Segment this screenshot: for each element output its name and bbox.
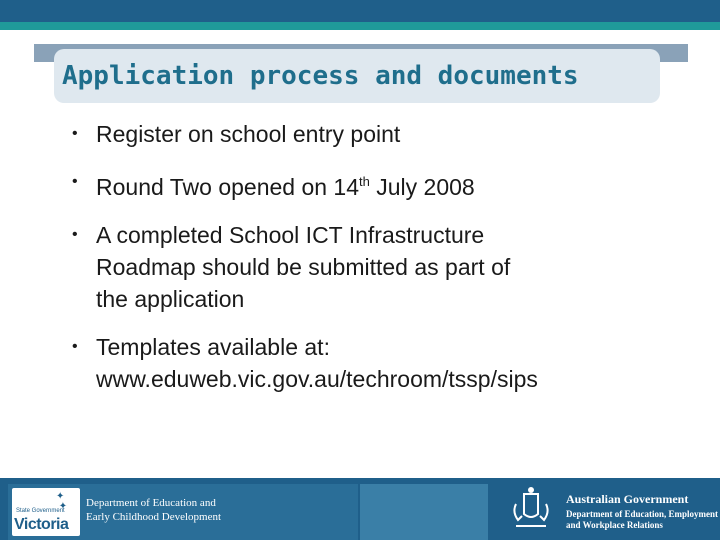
coat-of-arms-icon xyxy=(510,486,552,532)
bullet-dot: • xyxy=(72,173,78,190)
bullet-dot: • xyxy=(72,125,78,142)
aus-department-name xyxy=(566,509,718,531)
victoria-logo-word: Victoria xyxy=(14,516,69,533)
header-bar xyxy=(0,0,720,22)
bullet-line: Templates available at: xyxy=(96,334,330,360)
australian-government-label: Australian Government xyxy=(566,492,689,506)
bullet-text: Register on school entry point xyxy=(96,121,401,147)
bullet-dot: • xyxy=(72,226,78,243)
bullet-superscript: th xyxy=(359,174,370,189)
bullet-line: the application xyxy=(96,286,245,312)
bullet-item xyxy=(72,331,692,395)
header-stripe xyxy=(0,22,720,30)
southern-cross-icon: ✦ ✦ xyxy=(56,491,68,512)
victoria-logo-small-text: State Government xyxy=(16,508,65,514)
bullet-list xyxy=(72,118,692,411)
slide-title: Application process and documents xyxy=(62,61,579,91)
vic-department-name xyxy=(86,496,221,524)
bullet-item xyxy=(72,219,692,315)
templates-url: www.eduweb.vic.gov.au/techroom/tssp/sips xyxy=(96,366,538,392)
bullet-text-end: July 2008 xyxy=(369,174,475,200)
vic-department-line: Department of Education and xyxy=(86,497,216,509)
footer-middle-panel xyxy=(360,484,488,540)
bullet-item xyxy=(72,118,692,150)
bullet-line: A completed School ICT Infrastructure xyxy=(96,222,485,248)
bullet-item xyxy=(72,166,692,203)
aus-department-line: Department of Education, Employment xyxy=(566,509,718,519)
bullet-line: Roadmap should be submitted as part of xyxy=(96,254,511,280)
victoria-logo xyxy=(12,488,80,536)
vic-department-line: Early Childhood Development xyxy=(86,511,222,523)
bullet-dot: • xyxy=(72,338,78,355)
aus-department-line: and Workplace Relations xyxy=(566,520,663,530)
bullet-text: Round Two opened on 14 xyxy=(96,174,360,200)
